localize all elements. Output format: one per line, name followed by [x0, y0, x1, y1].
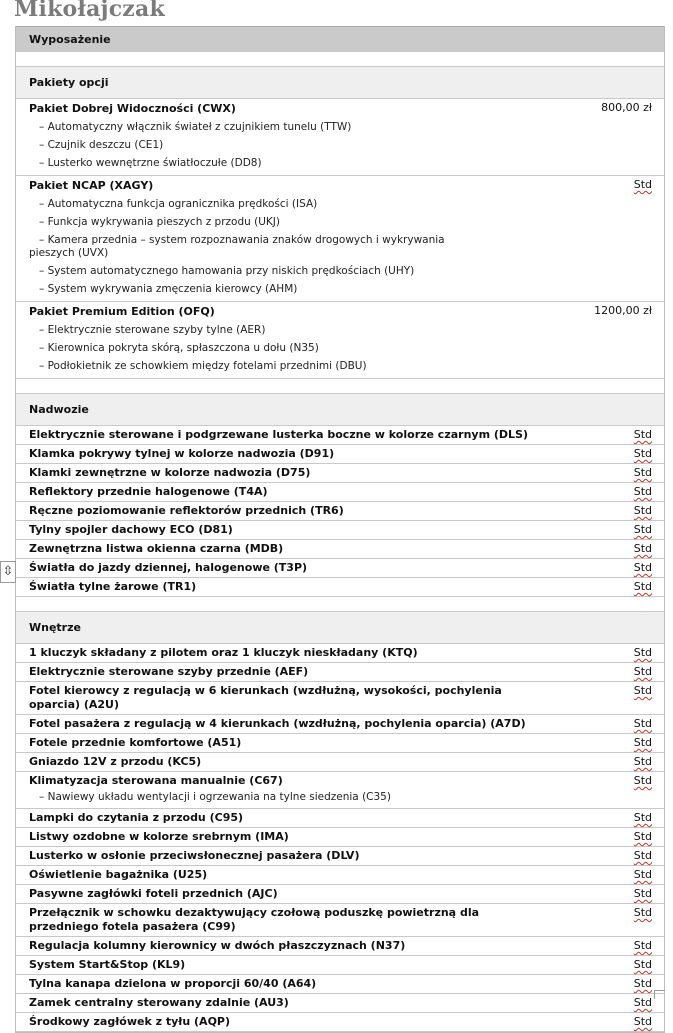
equipment-title: Światła do jazdy dziennej, halogenowe (T3P): [29, 561, 308, 574]
equipment-row: [16, 502, 664, 521]
equipment-price: Std: [633, 580, 652, 593]
package-item: – Kamera przednia – system rozpoznawania znaków drogowych i wykrywania pieszych (UVX): [29, 234, 445, 259]
package-item: – Automatyczna funkcja ogranicznika prędkości (ISA): [39, 198, 318, 210]
equipment-price: Std: [633, 466, 652, 479]
equipment-price: Std: [633, 958, 652, 971]
equipment-row: [16, 426, 664, 445]
equipment-row: [16, 715, 664, 734]
equipment-price: Std: [633, 717, 652, 730]
equipment-price: Std: [633, 684, 652, 697]
package-item: – Funkcja wykrywania pieszych z przodu (UKJ): [39, 216, 280, 228]
equipment-row: [16, 1013, 664, 1032]
equipment-price: Std: [633, 939, 652, 952]
move-handle-icon[interactable]: ⇳: [0, 561, 16, 583]
equipment-title: Ręczne poziomowanie reflektorów przednich (TR6): [29, 504, 344, 517]
package-title: Pakiet NCAP (XAGY): [29, 179, 154, 192]
equipment-title: Przełącznik w schowku dezaktywujący czołową poduszkę powietrzną dla przedniego fotela pasażera (C99): [29, 906, 480, 933]
equipment-price: Std: [633, 1015, 652, 1028]
equipment-title: Tylna kanapa dzielona w proporcji 60/40 (A64): [29, 977, 317, 990]
equipment-row: [16, 578, 664, 597]
equipment-title: Reflektory przednie halogenowe (T4A): [29, 485, 268, 498]
equipment-title: Elektrycznie sterowane szyby przednie (AEF): [29, 665, 309, 678]
equipment-row: [16, 904, 664, 937]
package-title: Pakiet Premium Edition (OFQ): [29, 305, 215, 318]
equipment-title: Pasywne zagłówki foteli przednich (AJC): [29, 887, 278, 900]
equipment-title: 1 kluczyk składany z pilotem oraz 1 kluczyk nieskładany (KTQ): [29, 646, 418, 659]
equipment-price: Std: [633, 755, 652, 768]
equipment-price: Std: [633, 485, 652, 498]
equipment-title: Fotel kierowcy z regulacją w 6 kierunkach (wzdłużną, wysokości, pochylenia oparcia) (A2U): [29, 684, 502, 711]
package-item: – System automatycznego hamowania przy niskich prędkościach (UHY): [39, 265, 415, 277]
equipment-price: Std: [633, 504, 652, 517]
equipment-subitem: – Nawiewy układu wentylacji i ogrzewania na tylne siedzenia (C35): [39, 791, 391, 803]
package-price: 800,00 zł: [601, 101, 652, 114]
equipment-title: Klimatyzacja sterowana manualnie (C67): [29, 774, 283, 787]
equipment-row: [16, 521, 664, 540]
equipment-title: Zamek centralny sterowany zdalnie (AU3): [29, 996, 289, 1009]
equipment-row: [16, 956, 664, 975]
package-row: [16, 99, 664, 176]
package-item: – System wykrywania zmęczenia kierowcy (AHM): [39, 283, 298, 295]
equipment-price: Std: [633, 736, 652, 749]
equipment-row: [16, 885, 664, 904]
equipment-row: [16, 464, 664, 483]
equipment-price: Std: [633, 868, 652, 881]
equipment-price: Std: [633, 428, 652, 441]
equipment-title: Gniazdo 12V z przodu (KC5): [29, 755, 202, 768]
spacer-row: [16, 597, 664, 612]
resize-corner-icon[interactable]: [654, 990, 665, 999]
equipment-title: Światła tylne żarowe (TR1): [29, 580, 197, 593]
package-item: – Kierownica pokryta skórą, spłaszczona u dołu (N35): [39, 342, 319, 354]
equipment-price: Std: [633, 447, 652, 460]
equipment-price: Std: [633, 906, 652, 919]
section-header-nadwozie: Nadwozie: [16, 394, 664, 426]
equipment-title: Lampki do czytania z przodu (C95): [29, 811, 244, 824]
package-title: Pakiet Dobrej Widoczności (CWX): [29, 102, 236, 115]
package-price: Std: [633, 178, 652, 191]
equipment-title: Zewnętrzna listwa okienna czarna (MDB): [29, 542, 284, 555]
equipment-title: System Start&Stop (KL9): [29, 958, 186, 971]
equipment-row: [16, 753, 664, 772]
equipment-price: Std: [633, 830, 652, 843]
spacer-row: [16, 52, 664, 67]
equipment-title: Tylny spojler dachowy ECO (D81): [29, 523, 233, 536]
equipment-row: [16, 445, 664, 464]
package-item: – Lusterko wewnętrzne światłoczułe (DD8): [39, 157, 262, 169]
equipment-row: [16, 937, 664, 956]
section-header-wnetrze: Wnętrze: [16, 612, 664, 644]
equipment-title: Klamka pokrywy tylnej w kolorze nadwozia (D91): [29, 447, 335, 460]
equipment-row: [16, 734, 664, 753]
equipment-price: Std: [633, 887, 652, 900]
equipment-price: Std: [633, 849, 652, 862]
equipment-row: [16, 994, 664, 1013]
equipment-row: [16, 847, 664, 866]
equipment-price: Std: [633, 977, 652, 990]
equipment-row: [16, 540, 664, 559]
equipment-row: [16, 866, 664, 885]
equipment-price: Std: [633, 774, 652, 787]
package-price: 1200,00 zł: [594, 304, 652, 317]
section-header-pakiety: Pakiety opcji: [16, 67, 664, 99]
package-item: – Elektrycznie sterowane szyby tylne (AER): [39, 324, 266, 336]
package-row: [16, 302, 664, 379]
equipment-row: [16, 559, 664, 578]
package-item: – Automatyczny włącznik świateł z czujnikiem tunelu (TTW): [39, 121, 352, 133]
equipment-title: Regulacja kolumny kierownicy w dwóch płaszczyznach (N37): [29, 939, 406, 952]
equipment-title: Środkowy zagłówek z tyłu (AQP): [29, 1015, 231, 1028]
equipment-title: Fotele przednie komfortowe (A51): [29, 736, 242, 749]
package-item: – Podłokietnik ze schowkiem między fotelami przednimi (DBU): [39, 360, 367, 372]
equipment-title: Lusterko w osłonie przeciwsłonecznej pasażera (DLV): [29, 849, 360, 862]
equipment-price: Std: [633, 996, 652, 1009]
equipment-row: [16, 644, 664, 663]
equipment-price: Std: [633, 523, 652, 536]
equipment-row: [16, 772, 664, 809]
equipment-row: [16, 809, 664, 828]
equipment-price: Std: [633, 665, 652, 678]
equipment-table: [15, 26, 665, 1033]
equipment-row: [16, 975, 664, 994]
equipment-title: Elektrycznie sterowane i podgrzewane lusterka boczne w kolorze czarnym (DLS): [29, 428, 528, 441]
equipment-title: Oświetlenie bagażnika (U25): [29, 868, 208, 881]
table-title: Wyposażenie: [16, 26, 664, 52]
equipment-row: [16, 828, 664, 847]
equipment-title: Klamki zewnętrzne w kolorze nadwozia (D75): [29, 466, 311, 479]
dealer-brand-title: Mikołajczak: [14, 0, 165, 22]
equipment-title: Listwy ozdobne w kolorze srebrnym (IMA): [29, 830, 289, 843]
equipment-row: [16, 663, 664, 682]
package-item: – Czujnik deszczu (CE1): [39, 139, 164, 151]
spacer-row: [16, 379, 664, 394]
package-row: [16, 176, 664, 302]
equipment-price: Std: [633, 561, 652, 574]
equipment-row: [16, 483, 664, 502]
equipment-row: [16, 682, 664, 715]
equipment-title: Fotel pasażera z regulacją w 4 kierunkach (wzdłużną, pochylenia oparcia) (A7D): [29, 717, 526, 730]
equipment-price: Std: [633, 542, 652, 555]
equipment-price: Std: [633, 646, 652, 659]
equipment-price: Std: [633, 811, 652, 824]
